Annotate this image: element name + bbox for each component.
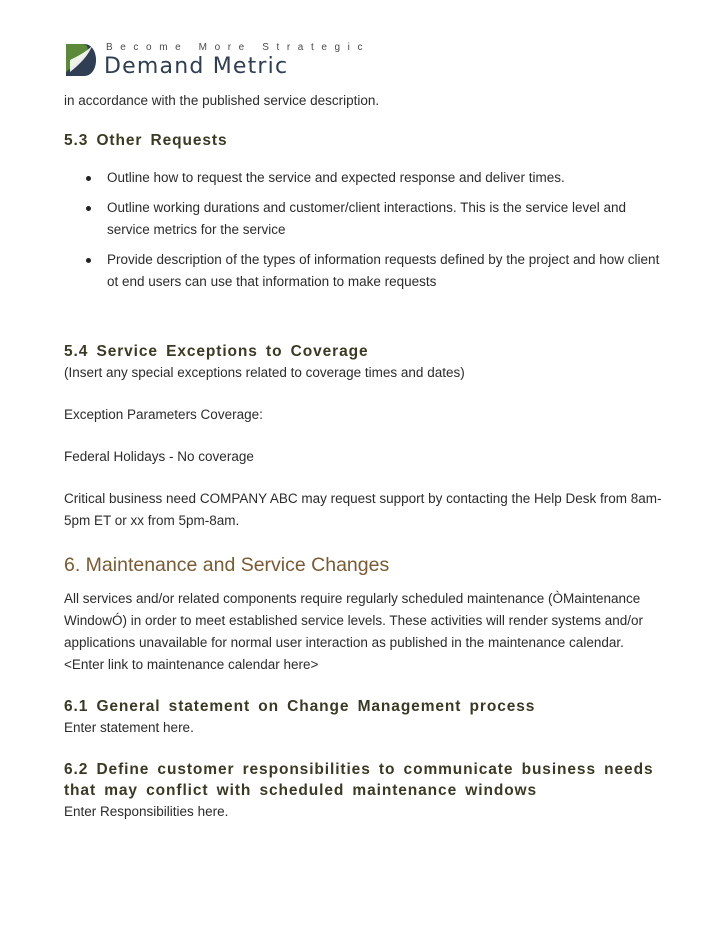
section-5-4-note: (Insert any special exceptions related to coverage times and dates)	[64, 365, 465, 380]
bullet-text: Outline working durations and customer/client interactions. This is the service level and service metrics for the service	[107, 200, 627, 237]
bullet-icon	[86, 258, 91, 263]
list-item	[64, 249, 664, 293]
list-item	[64, 197, 664, 241]
section-6-1-body: Enter statement here.	[64, 720, 194, 735]
bullet-icon	[86, 206, 91, 211]
list-item	[64, 167, 664, 189]
section-6-2-body: Enter Responsibilities here.	[64, 804, 229, 819]
heading-5-3: 5.3 Other Requests	[64, 132, 228, 149]
intro-line: in accordance with the published service description.	[64, 93, 380, 108]
logo-brand-name: Demand Metric	[104, 54, 289, 79]
bullet-icon	[86, 176, 91, 181]
bullet-list-5-3	[64, 167, 664, 293]
federal-holidays-line: Federal Holidays - No coverage	[64, 449, 254, 464]
critical-business-paragraph: Critical business need COMPANY ABC may request support by contacting the Help Desk from 8am-5pm ET or xx from 5pm-8am.	[64, 491, 662, 528]
heading-6-2: 6.2 Define customer responsibilities to communicate business needs that may conflict with scheduled maintenance windows	[64, 761, 654, 799]
logo-tagline: Become More Strategic	[106, 42, 371, 53]
heading-5-4: 5.4 Service Exceptions to Coverage	[64, 343, 369, 360]
document-body	[64, 90, 664, 823]
heading-6: 6. Maintenance and Service Changes	[64, 554, 390, 576]
section-6-body: All services and/or related components require regularly scheduled maintenance (ÒMaintenance WindowÓ) in order to meet established service levels. These activities will render systems and/or applications unavailable for normal user interaction as published in the maintenance calendar. <Enter link to maintenance calendar here>	[64, 591, 643, 672]
demand-metric-logo	[64, 40, 371, 80]
logo-mark-icon	[64, 42, 98, 78]
exception-parameters-line: Exception Parameters Coverage:	[64, 407, 263, 422]
bullet-text: Outline how to request the service and expected response and deliver times.	[107, 170, 565, 185]
heading-6-1: 6.1 General statement on Change Management process	[64, 698, 536, 715]
bullet-text: Provide description of the types of information requests defined by the project and how client ot end users can use that information to make requests	[107, 252, 660, 289]
